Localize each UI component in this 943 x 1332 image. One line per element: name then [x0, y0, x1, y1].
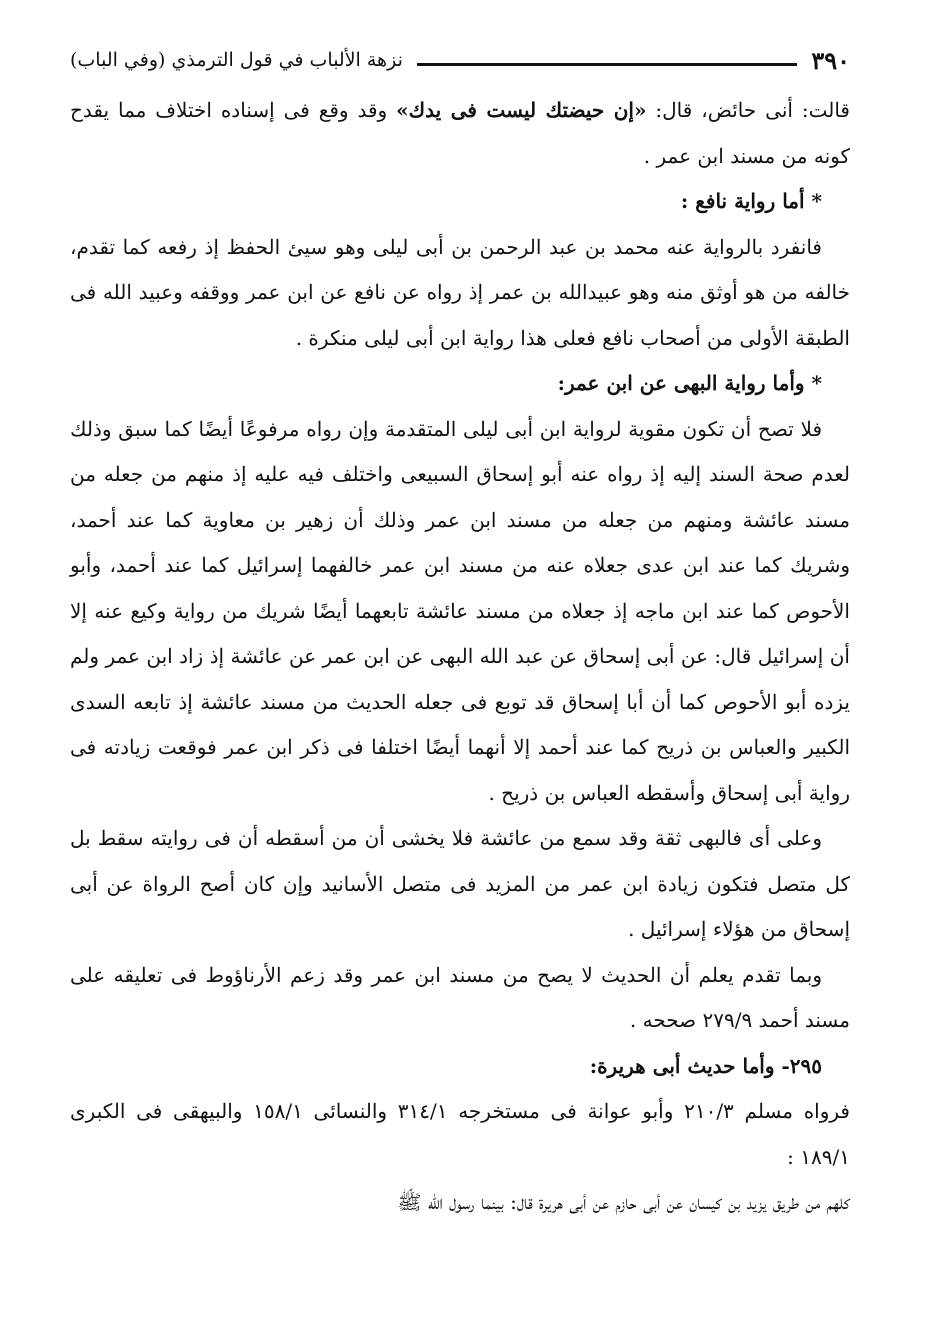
paragraph-1-end: وقد وقع فى إسناده اختلاف مما يقدح كونه من مسند ابن عمر .: [70, 98, 850, 168]
page-number: ٣٩٠: [811, 45, 850, 75]
section-heading-bahi: * وأما رواية البهى عن ابن عمر:: [557, 371, 822, 395]
header-rule: [417, 63, 797, 66]
running-title: نزهة الألباب في قول الترمذي (وفي الباب): [70, 49, 403, 71]
paragraph-5: وبما تقدم يعلم أن الحديث لا يصح من مسند ابن عمر وقد زعم الأرناؤوط فى تعليقه على مسند أحمد ٢٧٩/٩ صححه .: [70, 962, 850, 1032]
paragraph-1-start: قالت: أنى حائض، قال:: [646, 98, 850, 122]
page-header: [70, 38, 850, 82]
paragraph-1: [70, 88, 850, 179]
paragraph-6: فرواه مسلم ٢١٠/٣ وأبو عوانة فى مستخرجه ٣١٤/١ والنسائى ١٥٨/١ والبيهقى فى الكبرى ١٨٩/١ :: [70, 1099, 850, 1169]
paragraph-3: فلا تصح أن تكون مقوية لرواية ابن أبى ليلى المتقدمة وإن رواه مرفوعًا أيضًا كما سبق وذلك لعدم صحة السند إليه إذ رواه عنه أبو إسحاق السبيعى واختلف فيه عليه إذ منهم من جعله من مسند عائشة ومنهم من جعله من مسند ابن عمر وذلك أن زهير بن معاوية كما عند أحمد، وشريك كما عند ابن عدى جعلاه عنه من مسند ابن عمر خالفهما إسرائيل كما عند أحمد، وأبو الأحوص كما عند ابن ماجه إذ جعلاه من مسند عائشة تابعهما أيضًا شريك من رواية وكيع عنه إلا أن إسرائيل قال: عن أبى إسحاق عن عبد الله البهى عن ابن عمر عن عائشة إذ زاد ابن عمر ولم يزده أبو الأحوص كما أن أبا إسحاق قد توبع فى جعله الحديث من مسند عائشة إذ تابعه السدى الكبير والعباس بن ذريح كما عند أحمد إلا أنهما أيضًا اختلفا فى ذكر ابن عمر فوقعت زيادته فى رواية أبى إسحاق وأسقطه العباس بن ذريح .: [70, 416, 850, 805]
paragraph-7: كلهم من طريق يزيد بن كيسان عن أبى حازم عن أبى هريرة قال: بينما رسول الله ﷺ: [397, 1190, 850, 1214]
book-page: [70, 38, 850, 1226]
body-text: [70, 88, 850, 1226]
paragraph-2: فانفرد بالرواية عنه محمد بن عبد الرحمن بن أبى ليلى وهو سيئ الحفظ إذ رفعه كما تقدم، خالفه من هو أوثق منه وهو عبيدالله بن عمر إذ رواه عن نافع عن ابن عمر ووقفه وعبيد الله فى الطبقة الأولى من أصحاب نافع فعلى هذا رواية ابن أبى ليلى منكرة .: [70, 234, 850, 350]
section-heading-abu-hurayra: ٢٩٥- وأما حديث أبى هريرة:: [589, 1053, 822, 1078]
hadith-quote: «إن حيضتك ليست فى يدك»: [396, 98, 647, 122]
section-heading-nafi: * أما رواية نافع :: [680, 189, 822, 213]
paragraph-4: وعلى أى فالبهى ثقة وقد سمع من عائشة فلا يخشى أن من أسقطه أن فى روايته سقط بل كل متصل فتكون زيادة ابن عمر من المزيد فى متصل الأسانيد وإن كان أصح الرواة عن أبى إسحاق من هؤلاء إسرائيل .: [70, 826, 850, 941]
